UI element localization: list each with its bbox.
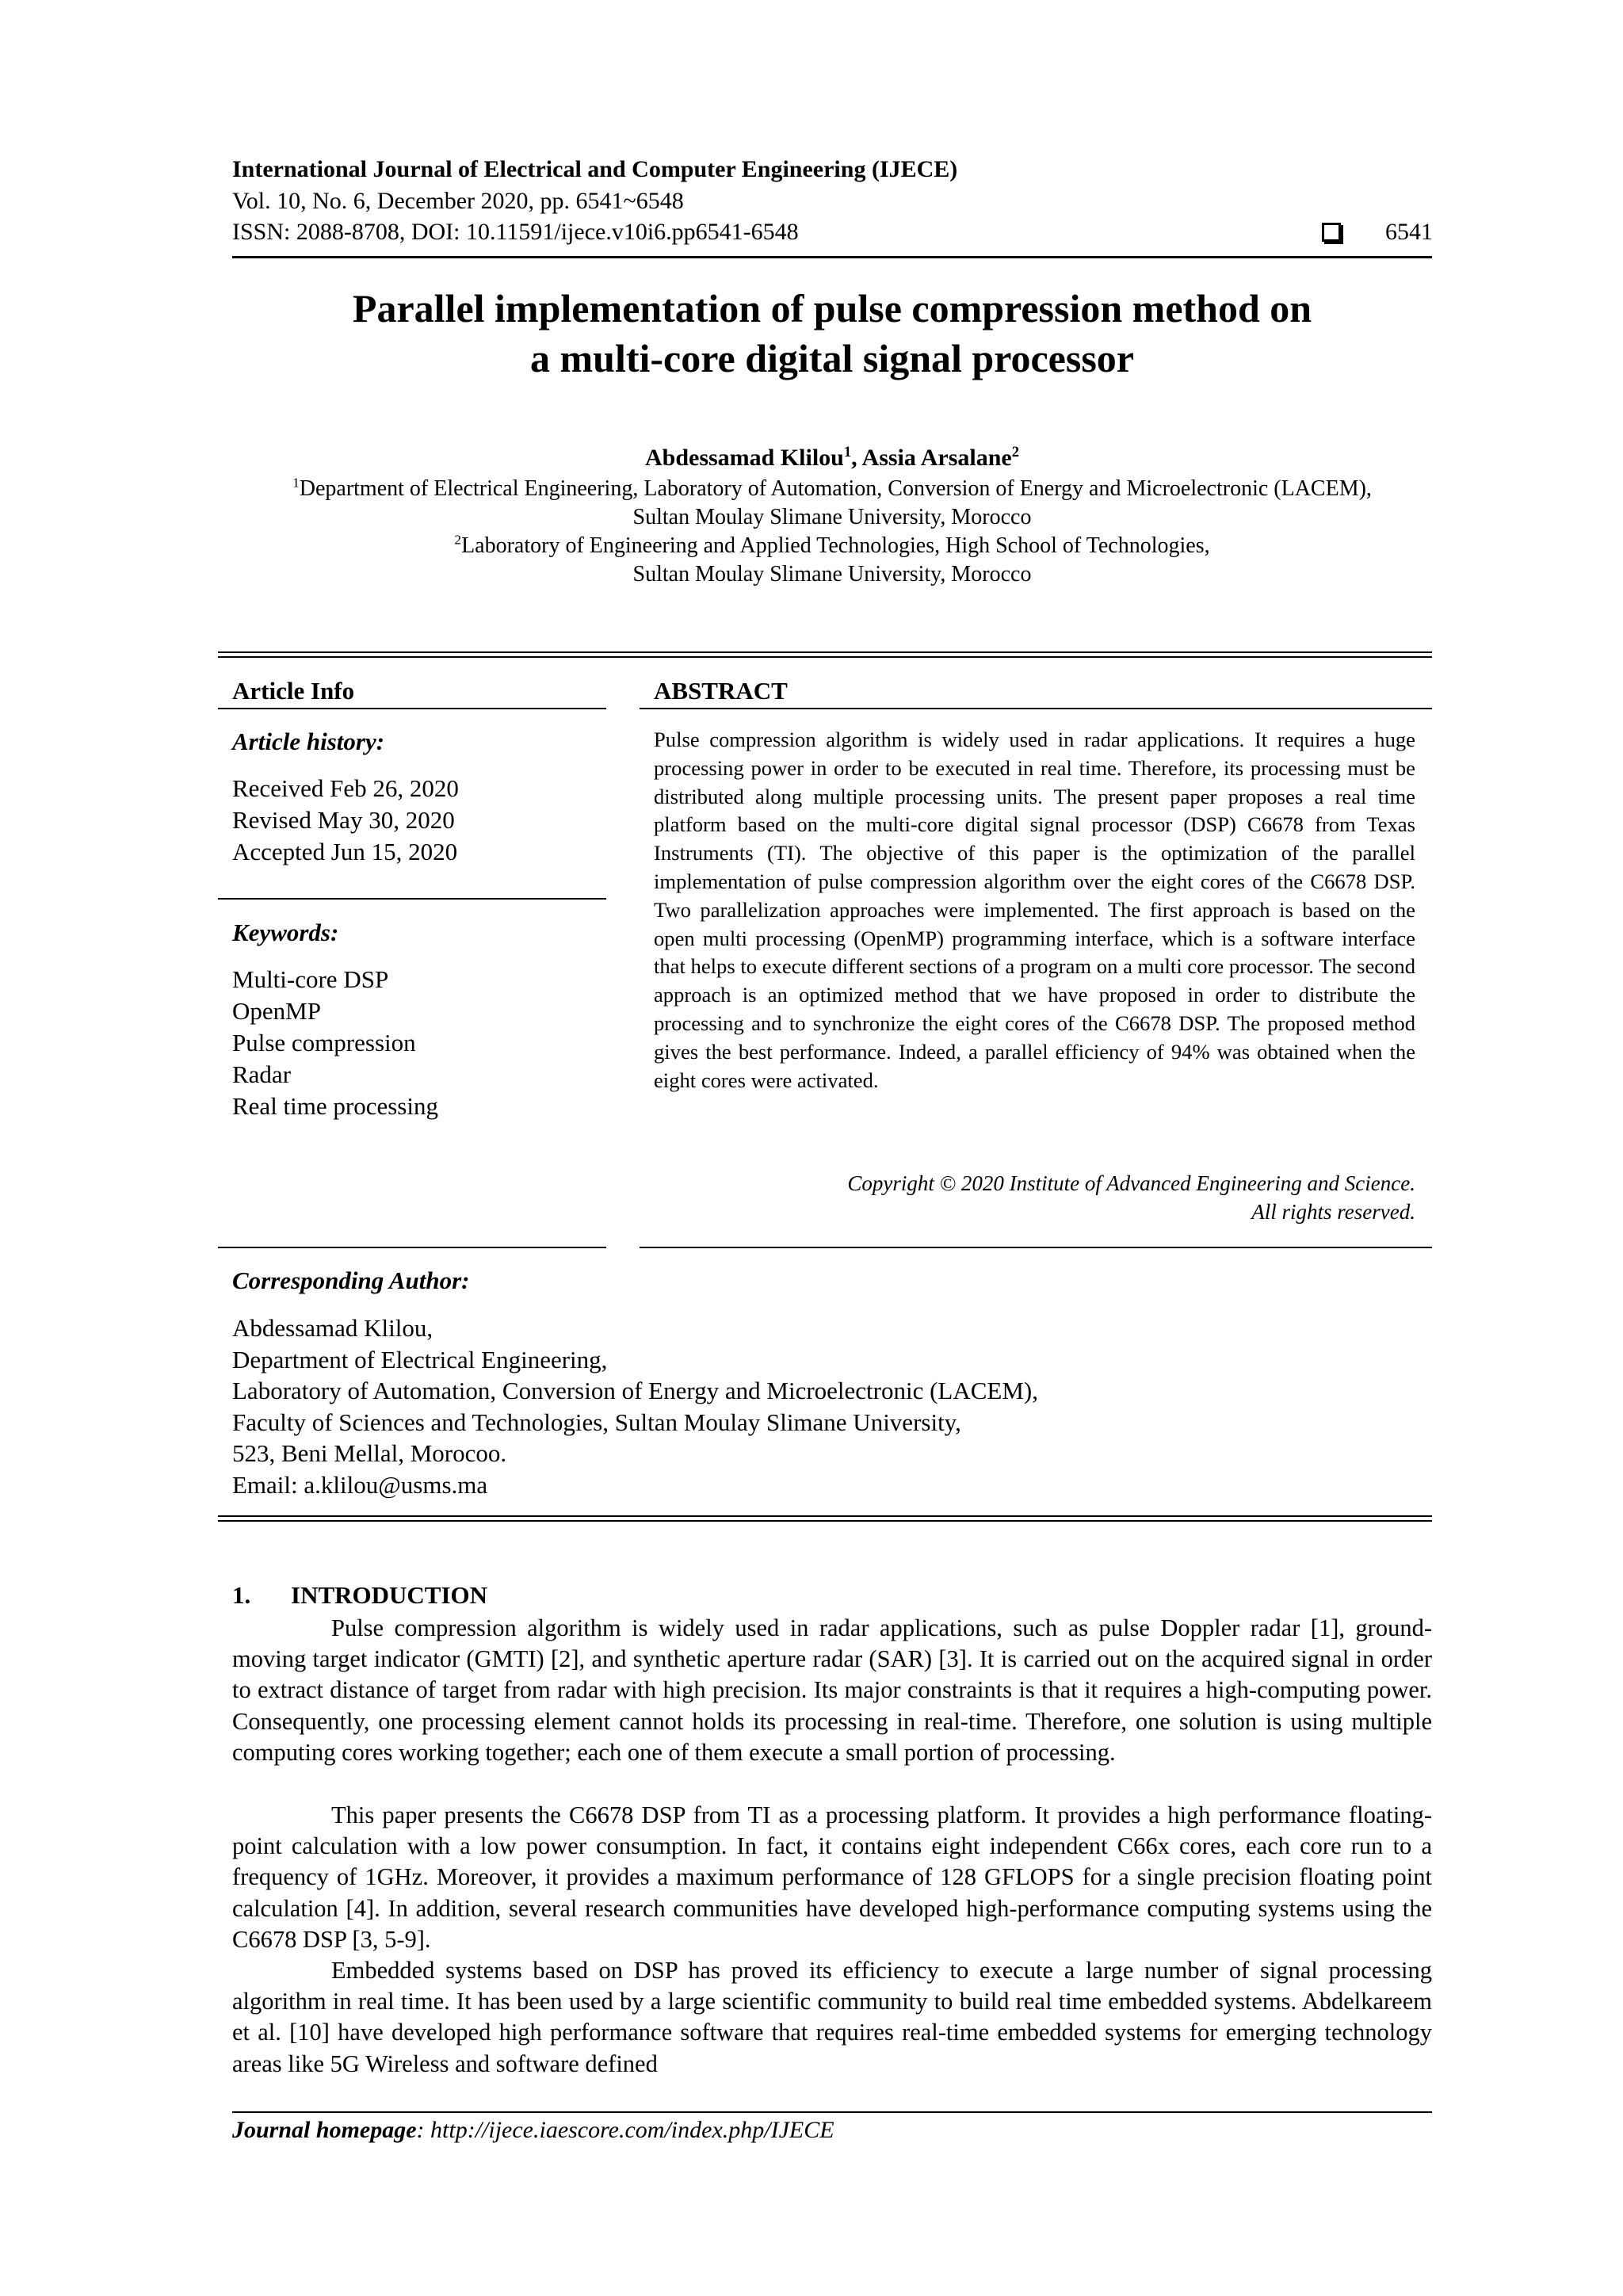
affiliation-1-line-1: [232, 475, 1432, 503]
history-received: Received Feb 26, 2020: [232, 774, 459, 802]
corresponding-email: Email: a.klilou@usms.ma: [232, 1470, 488, 1499]
affiliation-2-line-1: [232, 532, 1432, 560]
section-title: INTRODUCTION: [291, 1581, 488, 1609]
section-heading-introduction: [232, 1580, 487, 1610]
info-box-top-rule-1: [218, 651, 1432, 653]
square-checkbox-icon: [1322, 223, 1341, 242]
corresponding-department: Department of Electrical Engineering,: [232, 1345, 608, 1373]
intro-paragraph-1: Pulse compression algorithm is widely used in radar applications, such as pulse Doppler radar [1], ground-moving target indicator (GMTI) [2], and synthetic aperture radar (SAR) [3]. It is carried out on the acquired signal in order to extract distance of target from radar with high precision. Its major constraints is that it requires a high-computing power. Consequently, one processing element cannot holds its processing in real-time. Therefore, one solution is using multiple computing cores working together; each one of them execute a small portion of processing.: [232, 1614, 1432, 1766]
footer-rule: [232, 2111, 1432, 2113]
volume-line: Vol. 10, No. 6, December 2020, pp. 6541~6548: [232, 188, 684, 214]
homepage-label: Journal homepage: [232, 2117, 417, 2143]
affiliation-1-mark: 1: [292, 475, 300, 491]
author-2-affiliation-mark: 2: [1011, 444, 1020, 460]
author-separator: ,: [851, 445, 862, 471]
article-info-rule: [218, 708, 606, 709]
intro-paragraph-2: This paper presents the C6678 DSP from TI as a processing platform. It provides a high performance floating-point calculation with a low power consumption. In fact, it contains eight independent C66x cores, each core run to a frequency of 1GHz. Moreover, it provides a maximum performance of 128 GFLOPS for a single precision floating point calculation [4]. In addition, several research communities have developed high-performance computing systems using the C6678 DSP [3, 5-9].: [232, 1801, 1432, 1953]
copyright-line-2: All rights reserved.: [1251, 1200, 1415, 1224]
history-rule: [218, 898, 606, 900]
corresponding-address: 523, Beni Mellal, Morocoo.: [232, 1439, 507, 1467]
keywords-list: [232, 964, 438, 1122]
info-box-top-rule-2: [218, 656, 1432, 658]
corresponding-faculty: Faculty of Sciences and Technologies, Sultan Moulay Slimane University,: [232, 1408, 961, 1436]
paper-title-line-2: a multi-core digital signal processor: [530, 336, 1134, 380]
keyword-item: OpenMP: [232, 997, 321, 1025]
intro-paragraph-3: Embedded systems based on DSP has proved its efficiency to execute a large number of signal processing algorithm in real time. It has been used by a large scientific community to build real time embedded systems. Abdelkareem et al. [10] have developed high performance software that requires real-time embedded systems for emerging technology areas like 5G Wireless and software defined: [232, 1957, 1432, 2077]
info-box-bottom-rule-1: [218, 1515, 1432, 1517]
section-number: 1.: [232, 1581, 251, 1609]
abstract-rule: [640, 708, 1432, 709]
abstract-text: Pulse compression algorithm is widely used in radar applications. It requires a huge processing power in order to be executed in real time. Therefore, its processing must be distributed along multiple processing units. The present paper proposes a real time platform based on the multi-core digital signal processor (DSP) C6678 from Texas Instruments (TI). The objective of this paper is the optimization of the parallel implementation of pulse compression algorithm over the eight cores of the C6678 DSP. Two parallelization approaches were implemented. The first approach is based on the open multi processing (OpenMP) programming interface, which is a software interface that helps to execute different sections of a program on a multi core processor. The second approach is an optimized method that we have proposed in order to distribute the processing and to synchronize the eight cores of the C6678 DSP. The proposed method gives the best performance. Indeed, a parallel efficiency of 94% was obtained when the eight cores were activated.: [654, 728, 1415, 1092]
author-1-affiliation-mark: 1: [843, 444, 852, 460]
history-revised: Revised May 30, 2020: [232, 806, 455, 834]
author-2: Assia Arsalane: [861, 445, 1012, 471]
page-number: 6541: [1385, 219, 1433, 245]
affiliation-1-text: Department of Electrical Engineering, Laboratory of Automation, Conversion of Energy and Microelectronic (LACEM),: [299, 476, 1372, 501]
history-accepted: Accepted Jun 15, 2020: [232, 838, 458, 865]
keywords-heading: Keywords:: [232, 919, 339, 946]
author-list: [232, 444, 1432, 472]
article-info-bottom-rule: [218, 1247, 606, 1248]
journal-name: International Journal of Electrical and Computer Engineering (IJECE): [232, 156, 958, 182]
homepage-separator: :: [416, 2117, 431, 2143]
article-history-heading: Article history:: [232, 728, 385, 755]
corresponding-author-heading: Corresponding Author:: [232, 1266, 470, 1294]
affiliation-2-mark: 2: [454, 532, 462, 548]
article-history-list: [232, 773, 459, 868]
corresponding-name: Abdessamad Klilou,: [232, 1314, 433, 1342]
abstract-heading: ABSTRACT: [654, 677, 788, 705]
affiliation-2-text: Laboratory of Engineering and Applied Technologies, High School of Technologies,: [461, 533, 1210, 558]
keyword-item: Multi-core DSP: [232, 965, 389, 993]
article-info-heading: Article Info: [232, 677, 355, 705]
homepage-link[interactable]: http://ijece.iaescore.com/index.php/IJECE: [430, 2117, 834, 2143]
corresponding-laboratory: Laboratory of Automation, Conversion of Energy and Microelectronic (LACEM),: [232, 1377, 1039, 1404]
keyword-item: Real time processing: [232, 1092, 438, 1120]
journal-homepage: [232, 2116, 834, 2145]
abstract-bottom-rule: [640, 1247, 1432, 1248]
author-1: Abdessamad Klilou: [644, 445, 844, 471]
affiliation-2-line-2: Sultan Moulay Slimane University, Morocco: [632, 562, 1032, 586]
info-box-bottom-rule-2: [218, 1520, 1432, 1522]
affiliation-1-line-2: Sultan Moulay Slimane University, Morocco: [632, 505, 1032, 529]
paper-title-line-1: Parallel implementation of pulse compression method on: [352, 286, 1312, 330]
corresponding-author-details: [232, 1312, 1038, 1500]
header-rule: [232, 256, 1432, 258]
keyword-item: Pulse compression: [232, 1029, 416, 1056]
copyright-line-1: Copyright © 2020 Institute of Advanced Engineering and Science.: [847, 1171, 1415, 1195]
issn-line: ISSN: 2088-8708, DOI: 10.11591/ijece.v10i6.pp6541-6548: [232, 219, 799, 245]
keyword-item: Radar: [232, 1060, 292, 1088]
